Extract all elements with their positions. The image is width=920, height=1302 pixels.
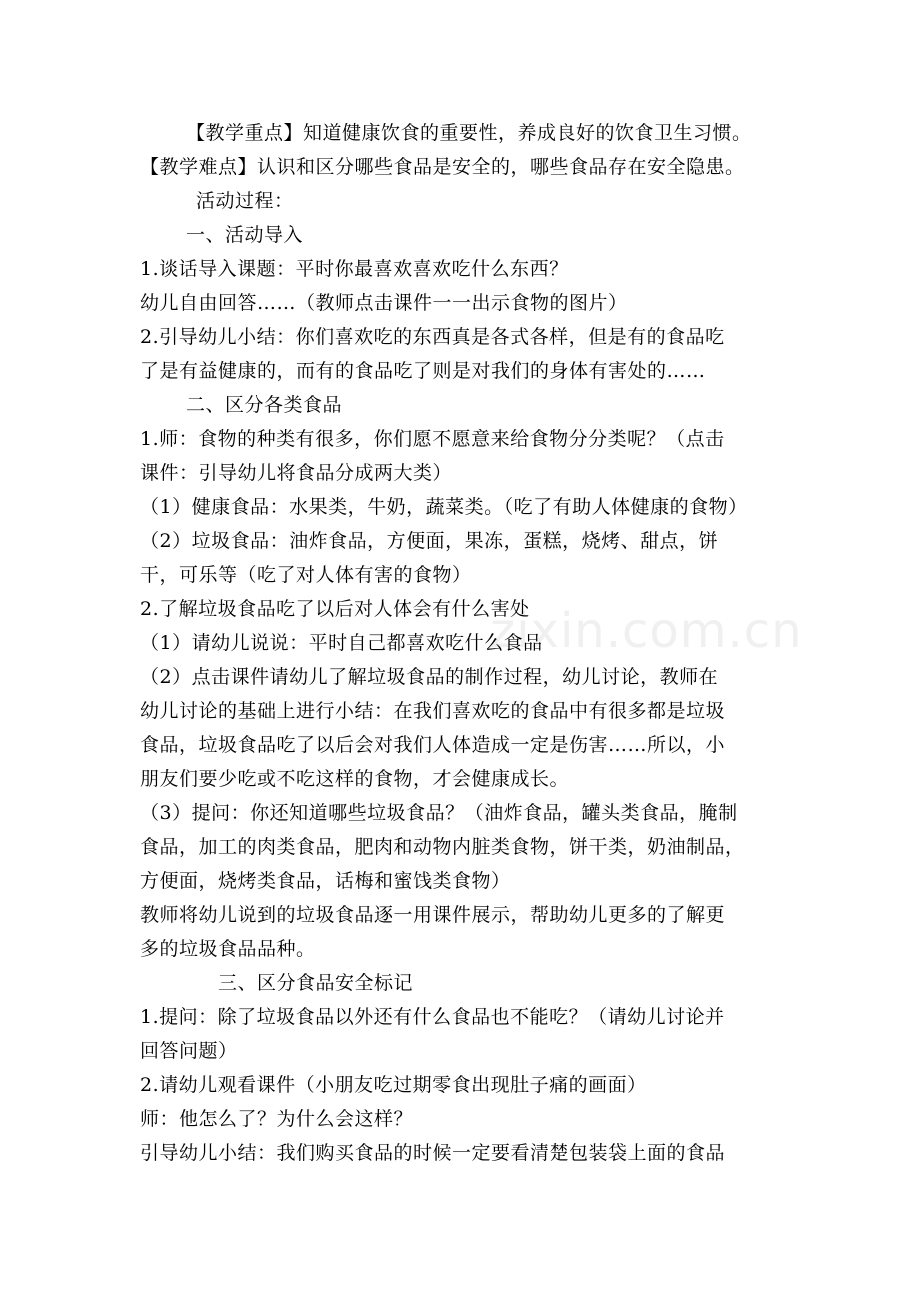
paragraph-line: 1.谈话导入课题：平时你最喜欢喜欢吃什么东西？ — [140, 258, 569, 280]
section-heading-1: 一、活动导入 — [186, 224, 304, 246]
paragraph-line: （2）垃圾食品：油炸食品，方便面，果冻，蛋糕，烧烤、甜点，饼 — [140, 530, 719, 552]
difficult-point-line: 【教学难点】认识和区分哪些食品是安全的，哪些食品存在安全隐患。 — [140, 156, 745, 178]
paragraph-line: 方便面，烧烤类食品，话梅和蜜饯类食物） — [140, 870, 511, 892]
activity-process-heading: 活动过程： — [196, 190, 294, 212]
paragraph-line: 师：他怎么了？为什么会这样？ — [140, 1108, 414, 1130]
paragraph-line: 幼儿讨论的基础上进行小结：在我们喜欢吃的食品中有很多都是垃圾 — [140, 700, 726, 722]
paragraph-line: （1）请幼儿说说：平时自己都喜欢吃什么食品 — [140, 632, 543, 654]
section-heading-2: 二、区分各类食品 — [186, 394, 343, 416]
key-point-line: 【教学重点】知道健康饮食的重要性，养成良好的饮食卫生习惯。 — [186, 122, 752, 144]
paragraph-line: 食品，加工的肉类食品，肥肉和动物内脏类食物，饼干类，奶油制品， — [140, 836, 745, 858]
paragraph-line: 朋友们要少吃或不吃这样的食物，才会健康成长。 — [140, 768, 570, 790]
paragraph-line: 了是有益健康的，而有的食品吃了则是对我们的身体有害处的…… — [140, 360, 706, 382]
paragraph-line: 回答问题） — [140, 1040, 238, 1062]
paragraph-line: （1）健康食品：水果类，牛奶，蔬菜类。（吃了有助人体健康的食物） — [140, 496, 748, 518]
paragraph-line: 食品，垃圾食品吃了以后会对我们人体造成一定是伤害……所以，小 — [140, 734, 726, 756]
paragraph-line: 1.师：食物的种类有很多，你们愿不愿意来给食物分分类呢？（点击 — [140, 428, 725, 450]
paragraph-line: 教师将幼儿说到的垃圾食品逐一用课件展示，帮助幼儿更多的了解更 — [140, 904, 726, 926]
paragraph-line: 引导幼儿小结：我们购买食品的时候一定要看清楚包装袋上面的食品 — [140, 1142, 726, 1164]
section-heading-3: 三、区分食品安全标记 — [218, 972, 414, 994]
paragraph-line: 多的垃圾食品品种。 — [140, 938, 316, 960]
paragraph-line: 2.请幼儿观看课件（小朋友吃过期零食出现肚子痛的画面） — [140, 1074, 647, 1096]
watermark: zixin.com.cn — [490, 603, 803, 659]
paragraph-line: （3）提问：你还知道哪些垃圾食品？（油炸食品，罐头类食品，腌制 — [140, 802, 738, 824]
paragraph-line: 干，可乐等（吃了对人体有害的食物） — [140, 564, 472, 586]
paragraph-line: 2.引导幼儿小结：你们喜欢吃的东西真是各式各样，但是有的食品吃 — [140, 326, 725, 348]
paragraph-line: （2）点击课件请幼儿了解垃圾食品的制作过程，幼儿讨论，教师在 — [140, 666, 719, 688]
paragraph-line: 课件：引导幼儿将食品分成两大类） — [140, 462, 453, 484]
paragraph-line: 2.了解垃圾食品吃了以后对人体会有什么害处 — [140, 598, 530, 620]
paragraph-line: 幼儿自由回答……（教师点击课件一一出示食物的图片） — [140, 292, 628, 314]
paragraph-line: 1.提问：除了垃圾食品以外还有什么食品也不能吃？（请幼儿讨论并 — [140, 1006, 725, 1028]
